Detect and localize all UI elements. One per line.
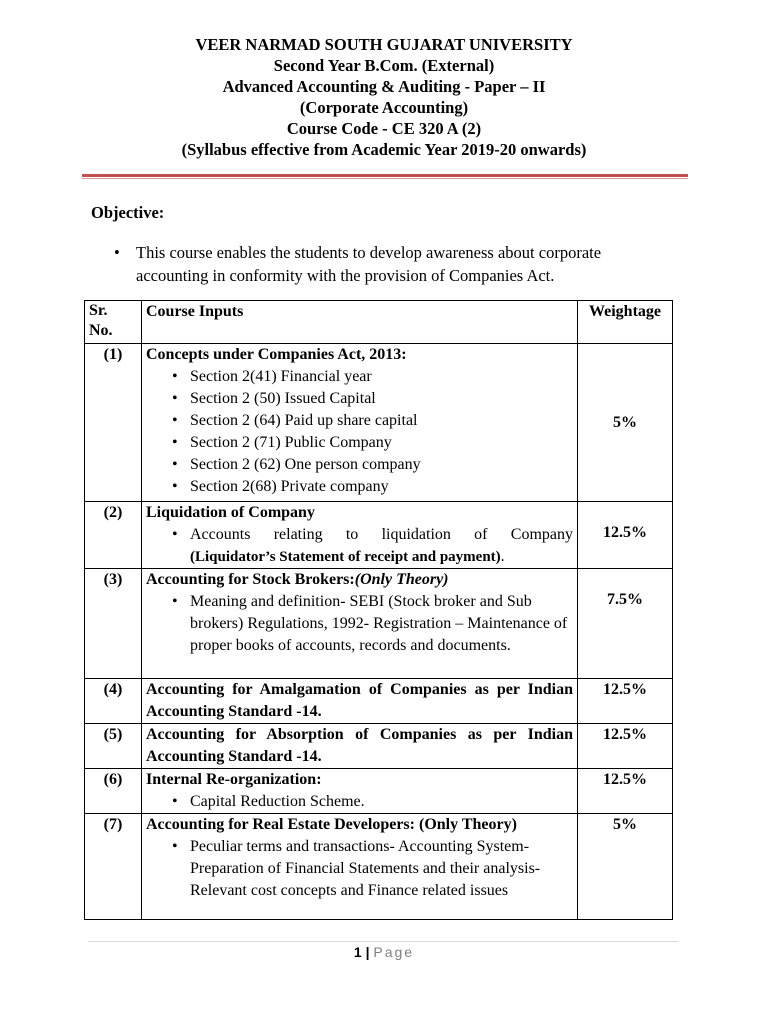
page-separator: | bbox=[361, 944, 374, 960]
header-sr-line1: Sr. bbox=[89, 302, 108, 319]
row-topic: Accounting for Amalgamation of Companies as per Indian Accounting Standard -14. bbox=[142, 679, 578, 724]
row-weightage: 12.5% bbox=[578, 679, 673, 724]
topic-text: Accounting for Stock Brokers: bbox=[146, 571, 355, 588]
row-course-input bbox=[142, 344, 578, 502]
objective-text: This course enables the students to develop awareness about corporate accounting in conformity with the provision of Companies Act. bbox=[136, 243, 602, 285]
header-sr-line2: No. bbox=[89, 322, 113, 339]
list-item bbox=[172, 432, 573, 454]
syllabus-table bbox=[84, 300, 673, 920]
header-course-inputs: Course Inputs bbox=[142, 301, 578, 344]
program-name: Second Year B.Com. (External) bbox=[273, 56, 495, 75]
bullet-icon: • bbox=[172, 456, 178, 473]
list-item bbox=[172, 410, 573, 432]
paper-title: Advanced Accounting & Auditing - Paper – II bbox=[222, 77, 546, 96]
row-topic: Accounting for Real Estate Developers: (Only Theory) bbox=[146, 816, 517, 833]
row-topic: Accounting for Absorption of Companies as per Indian Accounting Standard -14. bbox=[142, 724, 578, 769]
row-topic: Concepts under Companies Act, 2013: bbox=[146, 346, 407, 363]
course-code: Course Code - CE 320 A (2) bbox=[286, 119, 482, 138]
row-weightage: 12.5% bbox=[578, 769, 673, 814]
note-period: . bbox=[500, 548, 505, 565]
bullet-icon: • bbox=[172, 593, 178, 610]
list-item-text: Accounts relating to liquidation of Company bbox=[190, 526, 573, 543]
list-item-text: Section 2 (64) Paid up share capital bbox=[190, 412, 418, 429]
list-item bbox=[172, 791, 573, 813]
row-topic bbox=[146, 569, 573, 591]
list-item-text: Section 2 (62) One person company bbox=[190, 456, 421, 473]
table-row bbox=[85, 679, 673, 724]
row-sr: (2) bbox=[85, 502, 142, 569]
row-course-input bbox=[142, 502, 578, 569]
header-divider bbox=[82, 174, 688, 177]
row-topic: Internal Re-organization: bbox=[146, 771, 322, 788]
list-item bbox=[172, 454, 573, 476]
list-item bbox=[172, 388, 573, 410]
list-item-text: Peculiar terms and transactions- Accounting System- Preparation of Financial Statements and their analysis-Relevant cost concepts and Finance related issues bbox=[190, 838, 541, 899]
table-row bbox=[85, 769, 673, 814]
table-row bbox=[85, 344, 673, 502]
footer-divider bbox=[88, 941, 678, 942]
list-item-text: Section 2(68) Private company bbox=[190, 478, 389, 495]
row-course-input bbox=[142, 569, 578, 679]
list-item bbox=[172, 524, 573, 568]
bullet-icon: • bbox=[172, 434, 178, 451]
liquidator-statement-note: (Liquidator’s Statement of receipt and payment) bbox=[190, 549, 501, 565]
row-sr: (5) bbox=[85, 724, 142, 769]
subject-title: (Corporate Accounting) bbox=[299, 98, 469, 117]
header-weightage: Weightage bbox=[578, 301, 673, 344]
row-weightage: 12.5% bbox=[578, 724, 673, 769]
list-item bbox=[172, 366, 573, 388]
bullet-icon: • bbox=[172, 412, 178, 429]
row-course-input bbox=[142, 814, 578, 920]
bullet-icon: • bbox=[172, 478, 178, 495]
table-header-row bbox=[85, 301, 673, 344]
row-weightage bbox=[578, 502, 673, 569]
row-weightage bbox=[578, 569, 673, 679]
row-item-list bbox=[146, 591, 573, 657]
objective-heading: Objective: bbox=[91, 203, 165, 222]
document-header bbox=[0, 34, 768, 160]
bullet-icon: • bbox=[172, 390, 178, 407]
row-item-list bbox=[146, 524, 573, 568]
row-item-list bbox=[146, 366, 573, 498]
list-item-text: Section 2 (50) Issued Capital bbox=[190, 390, 376, 407]
list-item bbox=[172, 591, 573, 657]
weightage-value: 5% bbox=[613, 413, 637, 431]
row-weightage: 5% bbox=[578, 814, 673, 920]
table-row bbox=[85, 724, 673, 769]
row-sr: (3) bbox=[85, 569, 142, 679]
table-row bbox=[85, 814, 673, 920]
bullet-icon: • bbox=[172, 368, 178, 385]
page-footer bbox=[0, 944, 768, 960]
list-item-note bbox=[190, 546, 573, 568]
list-item bbox=[172, 476, 573, 498]
weightage-value: 12.5% bbox=[603, 524, 647, 541]
row-sr: (4) bbox=[85, 679, 142, 724]
table-row bbox=[85, 569, 673, 679]
page-number: 1 bbox=[353, 944, 362, 960]
bullet-icon: • bbox=[172, 793, 178, 810]
bullet-icon: • bbox=[172, 838, 178, 855]
weightage-value: 7.5% bbox=[607, 591, 643, 608]
row-item-list bbox=[146, 791, 573, 813]
row-weightage bbox=[578, 344, 673, 502]
bullet-icon: • bbox=[172, 526, 178, 543]
row-sr: (6) bbox=[85, 769, 142, 814]
university-name: VEER NARMAD SOUTH GUJARAT UNIVERSITY bbox=[195, 35, 573, 54]
list-item-text: Meaning and definition- SEBI (Stock broker and Sub brokers) Regulations, 1992- Registration – Maintenance of proper books of accounts, records and documents. bbox=[190, 593, 568, 654]
list-item bbox=[172, 836, 573, 902]
row-item-list bbox=[146, 836, 573, 902]
bullet-icon: • bbox=[114, 243, 120, 262]
syllabus-effective-note: (Syllabus effective from Academic Year 2019-20 onwards) bbox=[181, 140, 587, 159]
row-topic: Liquidation of Company bbox=[146, 504, 315, 521]
header-sr-no bbox=[85, 301, 142, 344]
table-row bbox=[85, 502, 673, 569]
row-sr: (1) bbox=[85, 344, 142, 502]
header-divider-shadow bbox=[82, 178, 688, 179]
row-course-input bbox=[142, 769, 578, 814]
page-label: Page bbox=[373, 944, 415, 960]
list-item-text: Section 2(41) Financial year bbox=[190, 368, 372, 385]
row-sr: (7) bbox=[85, 814, 142, 920]
topic-italic-note: (Only Theory) bbox=[354, 571, 449, 588]
list-item-text: Capital Reduction Scheme. bbox=[190, 793, 365, 810]
list-item-text: Section 2 (71) Public Company bbox=[190, 434, 392, 451]
